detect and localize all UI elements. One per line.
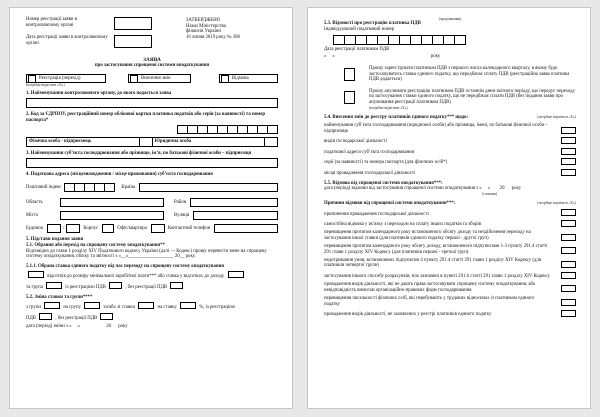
corpus-input[interactable]	[102, 224, 114, 233]
to-rate-label: на ставку	[157, 305, 177, 311]
person-jur-label: Юридична особа	[153, 138, 266, 146]
checkbox-refusal[interactable]	[221, 75, 229, 83]
country-label: Країна	[121, 184, 136, 190]
reason-text: перевищення протягом календарного року встановленого обсягу доходу та нездійснення переходу на застосування іншої ставки (для платників єдиного податку першої - другої груп)	[324, 230, 531, 241]
ipn-cells	[334, 35, 576, 45]
change-item-checkbox[interactable]	[561, 127, 576, 134]
page1-header	[26, 17, 278, 53]
vat-date-quotes: « »	[324, 54, 335, 60]
change-item-checkbox[interactable]	[561, 148, 576, 155]
vat-register-checkbox[interactable]	[344, 68, 355, 81]
digit-cell[interactable]	[104, 183, 115, 192]
reason-checkbox[interactable]	[561, 234, 576, 241]
digit-cell[interactable]	[267, 125, 278, 134]
percent-vat-label: %, із реєстрацією	[199, 305, 235, 311]
reason-checkbox[interactable]	[561, 285, 576, 292]
to-group-box[interactable]	[84, 302, 100, 309]
section-51-label: 5.1. Обрання або перехід на спрощену систему оподаткування**	[26, 242, 165, 248]
phone-input[interactable]	[214, 224, 278, 233]
slovamy-hint: (словами)	[482, 191, 498, 196]
reason-text: припинення провадження господарської діяльності	[324, 211, 429, 217]
ipn-label: Індивідуальний податковий номер	[324, 26, 395, 32]
person-fop-label: Фізична особа - підприємець	[27, 138, 140, 146]
reason-text: застосування іншого способу розрахунків, ніж зазначені в пункті 291.6 статті 291 глави 1 розділу XIV Кодексу	[324, 273, 550, 279]
mark-hint: (потрібне відмітити «Х»)	[537, 115, 576, 120]
section-54-label: 5.4. Внесення змін до реєстру платників єдиного податку*** щодо:	[324, 115, 469, 121]
reason-text: перевищення чисельності фізичних осіб, які перебувають у трудових відносинах із платником єдиного податку	[324, 295, 535, 307]
reason-row	[324, 296, 576, 307]
approved-line: Наказ Міністерства	[186, 23, 226, 29]
vat-with-label: із реєстрацією ПДВ	[65, 285, 106, 291]
reason-checkbox[interactable]	[561, 261, 576, 268]
change-item-text: видів господарської діяльності	[324, 139, 387, 145]
building-input[interactable]	[47, 224, 61, 233]
reason-row	[324, 244, 576, 255]
reg-number-label: Номер реєстрації заяви в контролюючому органі	[26, 17, 77, 28]
section-55-date: дата (період) відмови від застосування спрощеної системи оподаткування з « » 20 року	[324, 186, 522, 192]
street-label: Вулиця	[174, 212, 190, 218]
reason-row	[324, 258, 576, 269]
checkbox-changes[interactable]	[130, 75, 138, 83]
change-item-text: місця провадження господарської діяльності	[324, 170, 416, 176]
vat-date-label: Дата реєстрації платником ПДВ	[324, 46, 390, 52]
section-52-date: дата (період) зміни з « » 20 року	[26, 323, 128, 329]
change-item-row	[324, 158, 576, 166]
from-rate-box[interactable]	[138, 302, 154, 309]
vat-date-roku: року	[430, 54, 441, 60]
reason-checkbox[interactable]	[561, 209, 576, 216]
section-51-text: Відповідно до глави 1 розділу XIV Податкового кодексу України (далі — Кодекс) прошу перевести мене на спрощену систему оподаткування, обліку та звітності з «__»___________________ 20__ року.	[26, 248, 267, 260]
country-input[interactable]	[139, 183, 278, 192]
option-registration-label: Реєстрація (перехід)	[39, 75, 81, 81]
mark-hint: (потрібне відмітити «Х»)	[369, 105, 408, 110]
region-label: Область	[26, 199, 43, 205]
reason-text: недотримання умов, встановлених підпунктом 4 пункту 291.4 статті 291 глави 1 розділу XIV Кодексу (для платників четвертої групи)	[324, 257, 542, 269]
vat-cancel-row	[324, 89, 576, 110]
vat-cancel-text: Прошу анулювати реєстрацію платником ПДВ останнім днем звітного періоду, що передує переходу на застосування ставки єдиного податку, що не передбачає сплати ПДВ (без подання заяви про анулювання реєстрації платником ПДВ)	[369, 88, 575, 106]
vat-without-box[interactable]	[170, 282, 183, 289]
change-item-row	[324, 137, 576, 145]
change-item-checkbox[interactable]	[561, 137, 576, 144]
reason-text: самостійна відмова у зв’язку з переходом на сплату інших податків та зборів	[324, 222, 482, 228]
reasons-heading	[324, 201, 576, 207]
option-registration[interactable]	[26, 74, 106, 83]
option-refusal-label: Відмова	[231, 75, 249, 81]
building-slash: /	[63, 225, 65, 231]
approved-block	[186, 17, 240, 53]
reason-row	[324, 310, 576, 318]
reason-text: провадження видів діяльності, які не дають права застосовувати спрощену систему оподаткування, або невідповідність вимогам організаційно-правових форм господарювання	[324, 282, 536, 293]
reason-checkbox[interactable]	[561, 272, 576, 279]
region-input[interactable]	[60, 198, 164, 207]
reason-row	[324, 220, 576, 228]
continued-label: (продовження)	[438, 17, 462, 21]
reason-text: провадження видів діяльності, не зазначених у реєстрі платників єдиного податку	[324, 312, 492, 318]
reason-checkbox[interactable]	[561, 247, 576, 254]
city-label: Місто	[26, 212, 39, 218]
reg-date-box[interactable]	[114, 35, 152, 48]
rate-income-box[interactable]	[228, 271, 244, 278]
reg-date-label: Дата реєстрації заяви в контролюючому органі	[26, 35, 108, 46]
change-item-text: податкової адреси суб’єкта господарювання	[324, 149, 414, 155]
district-label: Район	[174, 199, 187, 205]
phone-label: Контактний телефон	[167, 225, 211, 231]
vat-cancel-checkbox[interactable]	[344, 91, 355, 104]
section-55-label: 5.5. Відмова від спрощеної системи оподаткування***:	[324, 180, 443, 186]
rate-percent-box[interactable]	[28, 271, 44, 278]
reason-row	[324, 230, 576, 241]
vat-without-label: , без реєстрації ПДВ	[125, 285, 168, 291]
change-item-row	[324, 123, 576, 134]
application-type-options	[26, 74, 278, 83]
reg-number-box[interactable]	[114, 17, 152, 30]
vat-date-line	[324, 54, 576, 60]
section-3-label: 3. Найменування суб’єкта господарювання або прізвище, ім’я, по батькові фізичної особи – підприємця	[26, 150, 252, 156]
vat-cancel-block	[369, 89, 576, 110]
vat-register-text: Прошу зареєструвати платником ПДВ з першого числа календарного кварталу, в якому буде застосовуватись ставка єдиного податку, що передбачає сплату ПДВ (реєстраційна заява платника ПДВ додається)	[369, 65, 570, 83]
mark-hint: (потрібне відмітити «Х»)	[26, 83, 65, 88]
change-item-checkbox[interactable]	[561, 169, 576, 176]
option-changes-label: Внесення змін	[140, 75, 171, 81]
section-53-label: 5.3. Відомості про реєстрацію платника ПДВ	[324, 21, 421, 27]
person-jur-checkbox[interactable]	[265, 138, 277, 146]
approved-line: 16 липня 2019 року № 308	[186, 34, 240, 40]
group-box[interactable]	[46, 282, 62, 289]
reason-checkbox[interactable]	[561, 310, 576, 317]
street-input[interactable]	[193, 211, 278, 220]
section-54-heading	[324, 115, 576, 121]
reasons-label: Причини відмови від спрощеної системи оподаткування***:	[324, 201, 456, 207]
city-input[interactable]	[60, 211, 164, 220]
section-52-line2	[26, 313, 278, 322]
change-vat-without-box[interactable]	[100, 313, 113, 320]
form-title: ЗАЯВА	[143, 57, 161, 63]
section-4-label: 4. Податкова адреса (місцезнаходження / місце проживання) суб’єкта господарювання	[26, 171, 213, 177]
from-group-box[interactable]	[44, 302, 60, 309]
from-group-label: з групи	[26, 305, 41, 311]
reason-text: перевищення протягом календарного року обсягу доходу, встановленого підпунктами 1-3 пункту 291.4 статті 291 глави 1 розділу XIV Кодексу (для платників першої - третьої груп)	[324, 244, 548, 255]
page-2	[307, 7, 591, 409]
checkbox-registration[interactable]	[28, 75, 36, 83]
to-group-label: на групу	[63, 305, 81, 311]
change-item-row	[324, 169, 576, 177]
office-label: Офіс/квартира	[117, 225, 147, 231]
building2-input[interactable]	[66, 224, 80, 233]
district-input[interactable]	[190, 198, 278, 207]
section-52-label: 5.2. Зміна ставки та групи****	[26, 294, 93, 300]
approved-line: ЗАТВЕРДЖЕНО	[186, 18, 221, 23]
change-vat-without-label: , без реєстрації ПДВ	[55, 316, 98, 322]
office-input[interactable]	[151, 224, 165, 233]
mark-hint: (потрібне відмітити «Х»)	[537, 201, 576, 206]
person-fop-checkbox[interactable]	[140, 138, 153, 146]
group-label: та група	[26, 285, 43, 291]
postal-label: Поштовий індекс	[26, 184, 62, 190]
section-2-label: 2. Код за ЄДРПОУ, реєстраційний номер облікової картки платника податків або серія (за наявності) та номер паспорта*	[26, 111, 266, 123]
reason-row	[324, 282, 576, 293]
vat-with-box[interactable]	[109, 282, 122, 289]
digit-cell[interactable]	[454, 35, 466, 45]
vat-label: ПДВ	[26, 316, 36, 322]
from-rate-label: та/або зі ставки	[103, 305, 136, 311]
change-vat-with-box[interactable]	[39, 313, 52, 320]
option-changes[interactable]	[128, 74, 191, 83]
change-item-text: серії (за наявності) та номера паспорта (для фізичних осіб*)	[324, 160, 448, 166]
section-511-text1: відсотків до розміру мінімальної заробітної плати*** або ставка у відсотках до доходу	[47, 274, 225, 280]
building-label: Будинок	[26, 225, 44, 231]
section-511-label: 5.1.1. Обрана ставка єдиного податку під час переходу на спрощену систему оподаткування	[26, 263, 224, 269]
reason-row	[324, 209, 576, 217]
page-1	[9, 7, 293, 409]
option-refusal[interactable]	[219, 74, 278, 83]
postal-cells	[65, 183, 115, 192]
reason-checkbox[interactable]	[561, 220, 576, 227]
control-authority-input[interactable]	[26, 98, 278, 108]
approved-line: фінансів України	[186, 29, 221, 35]
person-type-table	[26, 137, 278, 147]
section-1-label: 1. Найменування контролюючого органу, до якого подається заява	[26, 91, 172, 97]
section-511-line1	[26, 271, 278, 280]
business-name-input[interactable]	[26, 158, 278, 168]
corpus-label: Корпус	[83, 225, 99, 231]
to-rate-box[interactable]	[180, 302, 196, 309]
change-item-checkbox[interactable]	[561, 158, 576, 165]
section-5-label: 5. Підстави подання заяви	[26, 237, 84, 243]
form-subtitle: про застосування спрощеної системи оподаткування	[94, 63, 210, 69]
change-item-row	[324, 148, 576, 156]
change-item-text: найменування суб’єкта господарювання (юридичної особи) або прізвища, імені, по батькові фізичної особи - підприємця	[324, 123, 548, 134]
section-52-line1	[26, 302, 278, 311]
reason-row	[324, 272, 576, 280]
section-511-line2	[26, 282, 278, 291]
edrpou-cells	[26, 125, 278, 134]
reason-checkbox[interactable]	[561, 299, 576, 306]
vat-register-row	[324, 66, 576, 83]
